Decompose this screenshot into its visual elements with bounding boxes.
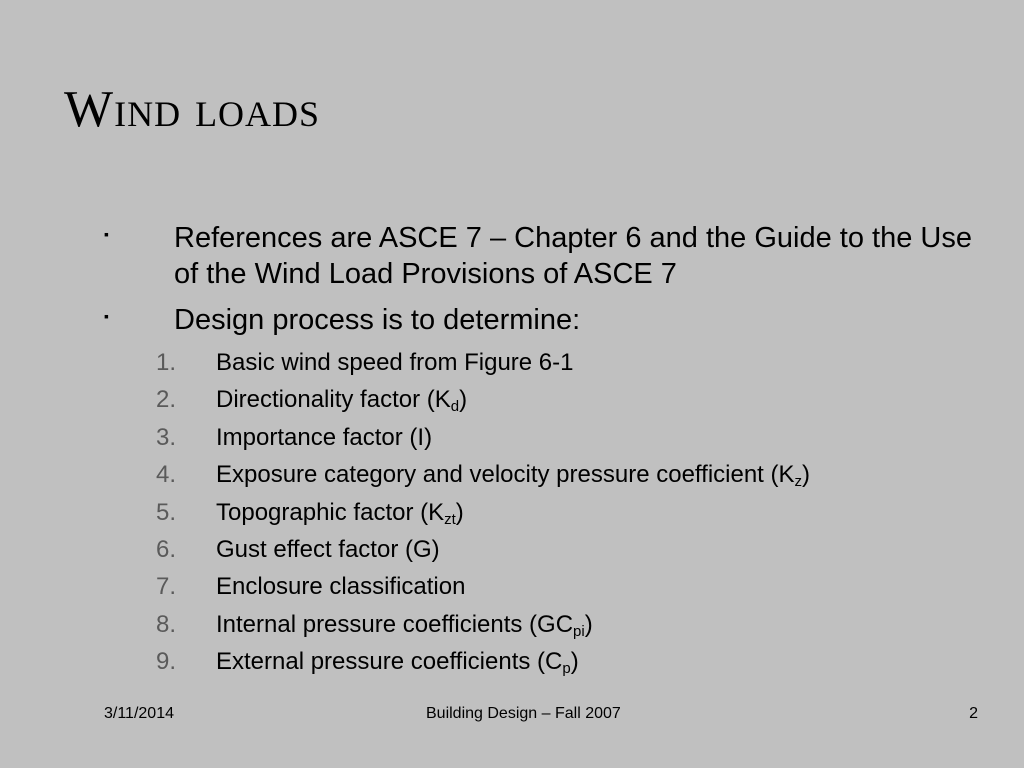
bullet-text: Design process is to determine: — [174, 304, 581, 336]
step-text: Exposure category and velocity pressure coefficient (K — [216, 461, 795, 489]
step-item — [104, 647, 984, 676]
step-subscript: p — [562, 660, 571, 678]
bullet-list — [104, 220, 984, 685]
step-item — [104, 423, 984, 452]
step-item — [104, 610, 984, 639]
step-text-end: ) — [570, 648, 579, 676]
step-subscript: d — [450, 398, 460, 416]
step-number: 9. — [156, 648, 177, 676]
bullet-item — [104, 302, 984, 338]
step-number: 2. — [156, 386, 177, 414]
step-number: 3. — [156, 423, 177, 451]
step-text-end: ) — [584, 610, 593, 638]
step-number: 5. — [156, 498, 177, 526]
step-text: Topographic factor (K — [216, 498, 445, 526]
step-subscript: zt — [444, 510, 456, 528]
step-item — [104, 572, 984, 601]
footer-title: Building Design – Fall 2007 — [426, 705, 621, 722]
bullet-text: References are ASCE 7 – Chapter 6 and the Guide to the Use of the Wind Load Provisions of ASCE 7 — [174, 222, 972, 290]
step-text: Directionality factor (K — [216, 386, 451, 414]
square-bullet-icon: ▪ — [104, 308, 109, 324]
bullet-item — [104, 220, 984, 292]
step-item — [104, 460, 984, 489]
step-number: 7. — [156, 573, 177, 601]
step-text-end: ) — [802, 461, 811, 489]
step-item — [104, 385, 984, 414]
step-subscript: z — [794, 473, 803, 491]
slide-number: 2 — [969, 705, 978, 722]
step-text: Internal pressure coefficients (GC — [216, 610, 574, 638]
step-item — [104, 348, 984, 377]
step-number: 8. — [156, 610, 177, 638]
step-text: Basic wind speed from Figure 6-1 — [216, 349, 574, 376]
square-bullet-icon: ▪ — [104, 226, 109, 242]
step-text: Enclosure classification — [216, 573, 466, 601]
step-text-end: ) — [455, 498, 464, 526]
step-text-end: ) — [459, 386, 468, 414]
numbered-step-list — [104, 348, 984, 676]
step-item — [104, 535, 984, 564]
slide-title: Wind loads — [64, 81, 321, 138]
step-text: Gust effect factor (G) — [216, 535, 440, 563]
step-number: 4. — [156, 461, 177, 489]
step-text: Importance factor (I) — [216, 423, 433, 451]
step-number: 6. — [156, 535, 177, 563]
step-text: External pressure coefficients (C — [216, 648, 563, 676]
step-subscript: pi — [573, 622, 585, 640]
step-item — [104, 498, 984, 527]
step-number: 1. — [156, 349, 177, 376]
footer-date: 3/11/2014 — [104, 705, 174, 722]
